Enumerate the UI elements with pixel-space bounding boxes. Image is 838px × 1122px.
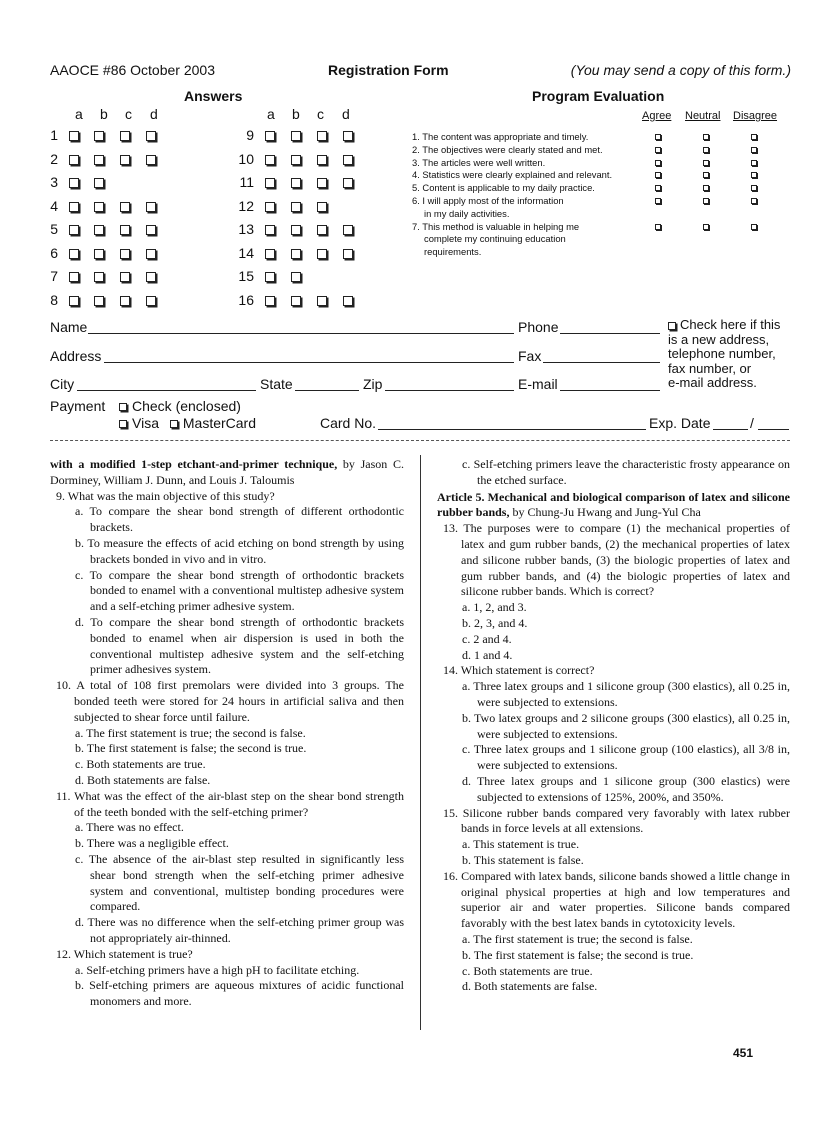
question [437,663,790,805]
answer-checkbox[interactable] [265,178,275,188]
answer-checkbox[interactable] [120,155,130,165]
question [50,789,404,947]
answer-checkbox[interactable] [94,131,104,141]
answer-checkbox[interactable] [343,296,353,306]
disagree-checkbox[interactable] [751,147,757,153]
answer-checkbox[interactable] [146,272,156,282]
answer-checkbox[interactable] [291,296,301,306]
answer-checkbox[interactable] [94,178,104,188]
answer-checkbox[interactable] [343,249,353,259]
answer-option[interactable]: d. Three latex groups and 1 silicone group (300 elastics) were subjected to extensions of 125%, 200%, and 350%. [462,773,790,804]
answer-number: 2 [50,150,58,167]
answer-number: 10 [238,150,254,167]
answer-checkbox[interactable] [69,225,79,235]
fax-label: Fax [518,348,542,364]
answer-checkbox[interactable] [94,155,104,165]
neutral-checkbox[interactable] [703,134,709,140]
answer-checkbox[interactable] [265,249,275,259]
exp-date-label: Exp. Date [649,415,711,431]
answer-checkbox[interactable] [146,202,156,212]
answer-option[interactable]: d. Both statements are false. [75,772,211,787]
visa-checkbox[interactable] [119,420,127,428]
question [50,678,404,789]
answer-option[interactable]: b. Self-etching primers are aqueous mixtures of acidic functional monomers and more. [75,978,404,1009]
disagree-checkbox[interactable] [751,224,757,230]
name-field[interactable] [88,333,514,334]
email-field[interactable] [560,390,660,391]
email-label: E-mail [518,376,558,392]
answer-checkbox[interactable] [69,155,79,165]
question-stem: 13. The purposes were to compare (1) the mechanical properties of latex and gum rubber bands, (2) the mechanical properties of latex and silicone rubber bands, (3) the biologic properties of latex and gum rubber bands, and (4) the biologic properties of latex and silicone rubber bands. Which is correct? [443,521,790,599]
answer-checkbox[interactable] [120,225,130,235]
answer-checkbox[interactable] [291,155,301,165]
evaluation-item-text: 3. The articles were well written. [412,156,546,168]
question [437,521,790,663]
zip-label: Zip [363,376,383,392]
answer-number: 1 [50,127,58,143]
page-number: 451 [733,1046,754,1060]
answer-number: 9 [246,127,254,143]
col-agree: Agree [642,110,672,122]
evaluation-item-text: 6. I will apply most of the information [412,195,564,206]
disagree-checkbox[interactable] [751,172,757,178]
col-neutral: Neutral [685,110,721,122]
answer-checkbox[interactable] [317,296,327,306]
answer-checkbox[interactable] [317,178,327,188]
evaluation-item-text: 7. This method is valuable in helping me [412,220,580,232]
answer-letter-right-1: b [292,106,300,122]
answer-option[interactable]: b. 2, 3, and 4. [462,615,528,630]
evaluation-item-text: 4. Statistics were clearly explained and relevant. [412,169,613,181]
answer-option[interactable]: a. The first statement is true; the second is false. [462,931,693,946]
phone-field[interactable] [560,333,660,334]
answer-checkbox[interactable] [317,202,327,212]
visa-label: Visa [132,415,159,431]
answer-option[interactable]: a. This statement is true. [462,837,580,852]
answer-number: 4 [50,197,58,214]
answer-number: 6 [50,244,58,261]
left-questions [50,489,404,1010]
answer-checkbox[interactable] [69,272,79,282]
payment-label: Payment [50,398,106,414]
answer-number: 5 [50,221,58,237]
disagree-checkbox[interactable] [751,185,757,191]
answer-option[interactable]: d. Both statements are false. [462,979,598,994]
agree-checkbox[interactable] [655,198,661,204]
disagree-checkbox[interactable] [751,160,757,166]
disagree-checkbox[interactable] [751,134,757,140]
answer-option[interactable]: a. There was no effect. [75,820,184,835]
agree-checkbox[interactable] [655,160,661,166]
evaluation-item-text: 5. Content is applicable to my daily practice. [412,182,595,194]
evaluation-item-text: complete my continuing education [424,233,566,245]
answer-checkbox[interactable] [343,131,353,141]
answer-option[interactable]: b. To measure the effects of acid etching on bond strength by using brackets bonded in vivo and in vitro. [75,535,404,566]
answer-checkbox[interactable] [265,131,275,141]
answer-checkbox[interactable] [69,131,79,141]
answer-number: 11 [239,174,254,190]
answer-checkbox[interactable] [265,202,275,212]
check-checkbox[interactable] [119,403,127,411]
answer-option[interactable]: b. There was a negligible effect. [75,836,229,851]
evaluation-item-text: 2. The objectives were clearly stated and met. [412,143,603,155]
answer-letter-left-0: a [75,106,83,122]
neutral-checkbox[interactable] [703,198,709,204]
answer-checkbox[interactable] [317,155,327,165]
neutral-checkbox[interactable] [703,147,709,153]
q12-option-c[interactable]: c. Self-etching primers leave the characteristic frosty appearance on the etched surface. [462,457,790,487]
answer-option[interactable]: d. To compare the shear bond strength of orthodontic brackets bonded to enamel when air dispersion is used in both the conventional multistep adhesive system and the self-etching primer adhesives system. [75,614,404,677]
question-stem: 14. Which statement is correct? [443,663,595,678]
answer-checkbox[interactable] [146,155,156,165]
exp-year-field[interactable] [758,429,789,430]
answer-number: 13 [238,221,254,237]
answer-checkbox[interactable] [343,225,353,235]
agree-checkbox[interactable] [655,224,661,230]
answer-option[interactable]: c. Both statements are true. [462,963,593,978]
answer-checkbox[interactable] [146,225,156,235]
answer-checkbox[interactable] [94,202,104,212]
answer-checkbox[interactable] [265,296,275,306]
question-stem: 16. Compared with latex bands, silicone bands showed a little change in original physical properties at high and low temperatures and superior air and water properties. Silicone bands compared favorably with the best latex bands in cytotoxicity levels. [443,868,790,931]
new-address-checkbox[interactable] [668,322,676,330]
answer-number: 7 [50,268,58,284]
answer-checkbox[interactable] [146,131,156,141]
answer-option[interactable]: d. 1 and 4. [462,647,513,662]
new-address-note: Check here if this is a new address, telephone number, fax number, or e-mail address. [668,317,781,390]
answer-checkbox[interactable] [343,178,353,188]
mastercard-label: MasterCard [182,415,257,431]
answer-option[interactable]: b. Two latex groups and 2 silicone groups (300 elastics), all 0.25 in, were subjected to extensions. [462,710,790,741]
question-stem: 11. What was the effect of the air-blast step on the shear bond strength of the teeth bonded with the self-etching primer? [56,788,404,819]
answer-letter-left-2: c [125,106,132,122]
city-label: City [50,376,75,392]
card-no-label: Card No. [320,415,377,431]
right-questions [437,521,790,995]
fax-field[interactable] [543,362,660,363]
article-5-title: Article 5. Mechanical and biological comparison of latex and silicone rubber bands, by Chung-Ju Hwang and Jung-Yul Cha [437,489,790,520]
evaluation-item-text: 1. The content was appropriate and timely. [412,131,589,142]
neutral-checkbox[interactable] [703,185,709,191]
answer-letter-right-3: d [342,106,350,122]
answer-checkbox[interactable] [291,272,301,282]
form-title: Registration Form [328,62,449,78]
answer-checkbox[interactable] [291,178,301,188]
answer-checkbox[interactable] [317,225,327,235]
answer-checkbox[interactable] [120,131,130,141]
answer-option[interactable]: c. 2 and 4. [462,631,512,646]
question-stem: 9. What was the main objective of this study? [56,488,275,503]
answer-option[interactable]: b. The first statement is false; the second is true. [75,741,307,756]
answer-option[interactable]: a. To compare the shear bond strength of different orthodontic brackets. [75,504,404,535]
evaluation-item-text: requirements. [424,246,482,258]
answer-checkbox[interactable] [291,202,301,212]
answer-option[interactable]: a. Self-etching primers have a high pH to facilitate etching. [75,962,360,977]
card-no-field[interactable] [378,429,646,430]
answer-checkbox[interactable] [120,249,130,259]
question [50,489,404,679]
answer-checkbox[interactable] [94,225,104,235]
answer-number: 3 [50,174,58,190]
exp-month-field[interactable] [713,429,748,430]
answers-title: Answers [184,88,243,104]
answer-letter-left-3: d [150,106,158,122]
answer-checkbox[interactable] [120,202,130,212]
address-field[interactable] [104,362,514,363]
answer-letter-right-2: c [317,106,324,122]
answer-option[interactable]: c. Three latex groups and 1 silicone group (100 elastics), all 3/8 in, were subjected to extensions. [462,742,790,773]
answer-checkbox[interactable] [291,249,301,259]
agree-checkbox[interactable] [655,185,661,191]
exp-slash: / [750,415,754,431]
city-field[interactable] [77,390,256,391]
journal-issue: AAOCE #86 October 2003 [50,62,215,78]
zip-field[interactable] [385,390,514,391]
answer-checkbox[interactable] [120,272,130,282]
check-option[interactable] [119,398,241,414]
neutral-checkbox[interactable] [703,224,709,230]
answer-checkbox[interactable] [69,178,79,188]
answer-checkbox[interactable] [69,249,79,259]
answer-option[interactable]: d. There was no difference when the self-etching primer group was not appropriately air-thinned. [75,915,404,945]
evaluation-item-text: in my daily activities. [424,207,510,219]
column-divider [420,455,421,1030]
neutral-checkbox[interactable] [703,172,709,178]
answer-number: 8 [50,291,58,308]
agree-checkbox[interactable] [655,147,661,153]
answer-checkbox[interactable] [94,296,104,306]
check-label: Check (enclosed) [132,398,241,414]
answer-checkbox[interactable] [343,155,353,165]
card-options [119,415,256,431]
answer-letter-left-1: b [100,106,108,122]
answer-checkbox[interactable] [317,131,327,141]
state-field[interactable] [295,390,359,391]
answer-option[interactable]: a. 1, 2, and 3. [462,600,527,615]
answer-number: 14 [238,244,254,261]
answer-option[interactable]: c. To compare the shear bond strength of orthodontic brackets bonded to enamel with a conventional multistep adhesive system and a self-etching primer adhesive system. [75,567,404,614]
answer-option[interactable]: c. The absence of the air-blast step resulted in significantly less shear bond strength when the self-etching primer adhesive system and conventional, multistep bonding procedures were compared. [75,851,404,914]
disagree-checkbox[interactable] [751,198,757,204]
answer-number: 16 [238,291,254,308]
left-column [50,457,404,1010]
question [437,806,790,869]
answer-option[interactable]: c. Both statements are true. [75,757,206,772]
name-label: Name [50,319,88,335]
question-stem: 10. A total of 108 first premolars were divided into 3 groups. The bonded teeth were stored for 24 hours in artificial saliva and then subjected to shear force until failure. [56,678,404,724]
mastercard-checkbox[interactable] [170,420,178,428]
neutral-checkbox[interactable] [703,160,709,166]
agree-checkbox[interactable] [655,134,661,140]
answer-checkbox[interactable] [146,296,156,306]
answer-checkbox[interactable] [94,249,104,259]
answer-checkbox[interactable] [265,155,275,165]
answer-checkbox[interactable] [317,249,327,259]
answer-option[interactable]: b. The first statement is false; the second is true. [462,947,694,962]
question-stem: 12. Which statement is true? [56,946,193,961]
question [437,869,790,995]
article-intro: with a modified 1-step etchant-and-primer technique, by Jason C. Dorminey, William J. Dunn, and Louis J. Taloumis [50,457,404,487]
answer-number: 15 [238,268,254,284]
answer-option[interactable]: a. The first statement is true; the second is false. [75,725,306,740]
answer-checkbox[interactable] [69,296,79,306]
answer-checkbox[interactable] [291,131,301,141]
answer-checkbox[interactable] [265,225,275,235]
answer-checkbox[interactable] [120,296,130,306]
copy-note: (You may send a copy of this form.) [570,62,791,78]
phone-label: Phone [518,319,559,335]
answer-option[interactable]: b. This statement is false. [462,852,584,867]
evaluation-title: Program Evaluation [532,88,665,104]
answer-checkbox[interactable] [69,202,79,212]
answer-checkbox[interactable] [265,272,275,282]
answer-checkbox[interactable] [291,225,301,235]
question-stem: 15. Silicone rubber bands compared very favorably with latex rubber bands in force levels at all extensions. [443,805,790,836]
col-disagree: Disagree [733,110,778,122]
answer-checkbox[interactable] [94,272,104,282]
answer-option[interactable]: a. Three latex groups and 1 silicone group (300 elastics), all 0.25 in, were subjected to extensions. [462,679,790,709]
agree-checkbox[interactable] [655,172,661,178]
address-label: Address [50,348,102,364]
answer-number: 12 [238,197,254,214]
answer-letter-right-0: a [267,106,275,122]
state-label: State [260,376,293,392]
question [50,947,404,1010]
answer-checkbox[interactable] [146,249,156,259]
cut-line [50,440,790,441]
right-column [437,457,790,995]
